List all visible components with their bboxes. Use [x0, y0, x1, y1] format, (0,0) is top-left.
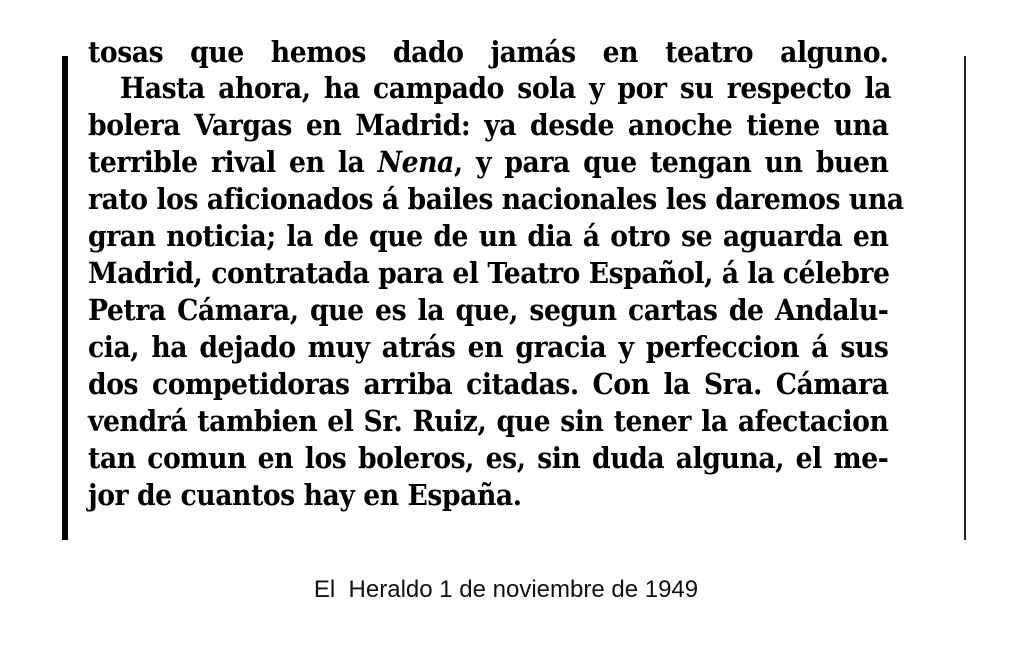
newspaper-clipping — [62, 35, 968, 540]
clipping-line: tan comun en los boleros, es, sin duda alguna, el me- — [88, 441, 889, 475]
column-rule-left — [62, 56, 68, 540]
clipping-line: rato los aficionados á bailes nacionales les daremos una — [88, 182, 904, 216]
clipping-text: terrible rival en la — [88, 145, 365, 179]
clipping-line: bolera Vargas en Madrid: ya desde anoche tiene una — [88, 108, 889, 142]
clipping-line: gran noticia; la de que de un dia á otro se aguarda en — [88, 219, 889, 253]
clipping-line: Hasta ahora, ha campado sola y por su respecto la — [120, 71, 891, 105]
clipping-line — [88, 144, 888, 180]
clipping-text: , y para que tengan un buen — [453, 145, 889, 179]
clipping-line: dos competidoras arriba citadas. Con la Sra. Cámara — [88, 367, 889, 401]
clipping-line-cut-top: tosas que hemos dado jamás en teatro alguno. — [88, 35, 889, 69]
clipping-line: Madrid, contratada para el Teatro Español, á la célebre — [88, 256, 890, 290]
clipping-line: vendrá tambien el Sr. Ruiz, que sin tener la afectacion — [88, 404, 889, 438]
column-rule-right — [964, 56, 966, 540]
image-caption: El Heraldo 1 de noviembre de 1949 — [313, 576, 699, 603]
clipping-line: cia, ha dejado muy atrás en gracia y perfeccion á sus — [88, 330, 889, 364]
clipping-italic-text: Nena — [377, 145, 454, 179]
clipping-line: Petra Cámara, que es la que, segun cartas de Andalu- — [88, 293, 889, 327]
clipping-line-last: jor de cuantos hay en España. — [88, 478, 522, 512]
